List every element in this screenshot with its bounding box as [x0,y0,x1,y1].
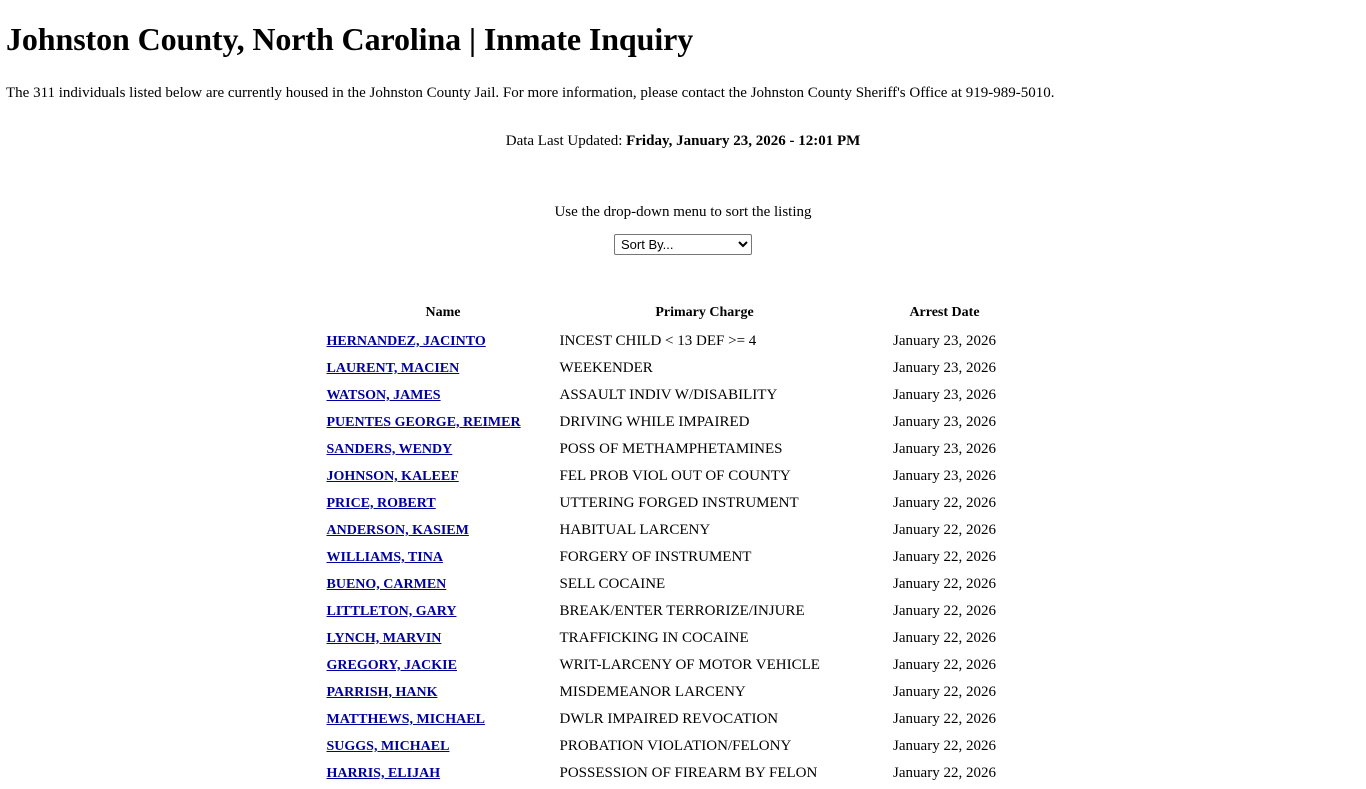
table-row [327,760,1040,787]
cell-inmate-name [327,409,560,436]
table-row [327,598,1040,625]
cell-inmate-name [327,679,560,706]
inmate-name-link[interactable]: SANDERS, WENDY [326,441,453,457]
cell-arrest-date: January 22, 2026 [893,522,996,539]
cell-inmate-name [327,571,560,598]
cell-primary-charge: FORGERY OF INSTRUMENT [559,549,752,566]
cell-inmate-name [327,490,560,517]
cell-arrest-date: January 22, 2026 [893,549,996,566]
sort-instructions: Use the drop-down menu to sort the listing [554,203,812,220]
inmate-name-link[interactable]: PRICE, ROBERT [326,495,436,511]
last-updated-label: Data Last Updated: [505,132,623,149]
table-body [327,328,1040,787]
inmate-name-link[interactable]: HERNANDEZ, JACINTO [326,333,486,349]
inmate-table [327,305,1040,787]
cell-inmate-name [327,625,560,652]
cell-inmate-name [327,355,560,382]
cell-inmate-name [327,706,560,733]
inmate-name-link[interactable]: PARRISH, HANK [326,684,438,700]
page-container [0,21,1366,787]
cell-primary-charge: POSS OF METHAMPHETAMINES [559,441,783,458]
inmate-name-link[interactable]: LYNCH, MARVIN [326,630,442,646]
inmate-name-link[interactable]: SUGGS, MICHAEL [326,738,450,754]
cell-primary-charge: BREAK/ENTER TERRORIZE/INJURE [559,603,805,620]
cell-arrest-date: January 23, 2026 [893,360,996,377]
table-row [327,571,1040,598]
column-header-charge: Primary Charge [655,304,754,320]
column-header-date: Arrest Date [909,304,980,320]
inmate-name-link[interactable]: HARRIS, ELIJAH [326,765,441,781]
table-row [327,409,1040,436]
last-updated-line [6,132,1360,150]
inmate-name-link[interactable]: LITTLETON, GARY [326,603,457,619]
table-row [327,382,1040,409]
sort-by-select[interactable] [614,234,752,255]
table-row [327,490,1040,517]
inmate-name-link[interactable]: JOHNSON, KALEEF [326,468,459,484]
cell-inmate-name [327,382,560,409]
cell-primary-charge: UTTERING FORGED INSTRUMENT [559,495,799,512]
cell-primary-charge: INCEST CHILD < 13 DEF >= 4 [559,333,757,350]
inmate-name-link[interactable]: BUENO, CARMEN [326,576,447,592]
cell-inmate-name [327,328,560,355]
table-row [327,679,1040,706]
page-title: Johnston County, North Carolina | Inmate Inquiry [6,21,694,57]
table-row [327,625,1040,652]
table-row [327,355,1040,382]
table-row [327,544,1040,571]
cell-inmate-name [327,544,560,571]
cell-primary-charge: WRIT-LARCENY OF MOTOR VEHICLE [559,657,820,674]
cell-arrest-date: January 22, 2026 [893,711,996,728]
table-header [327,305,1040,328]
inmate-name-link[interactable]: WILLIAMS, TINA [326,549,443,565]
table-row [327,328,1040,355]
inmate-name-link[interactable]: MATTHEWS, MICHAEL [326,711,485,727]
table-row [327,517,1040,544]
intro-paragraph: The 311 individuals listed below are currently housed in the Johnston County Jail. For more information, please contact the Johnston County Sheriff's Office at 919-989-5010. [6,84,1055,101]
inmate-name-link[interactable]: LAURENT, MACIEN [326,360,460,376]
last-updated-value: Friday, January 23, 2026 - 12:01 PM [626,132,861,149]
cell-arrest-date: January 22, 2026 [893,765,996,782]
cell-inmate-name [327,733,560,760]
cell-primary-charge: MISDEMEANOR LARCENY [559,684,746,701]
cell-primary-charge: POSSESSION OF FIREARM BY FELON [559,765,818,782]
cell-primary-charge: ASSAULT INDIV W/DISABILITY [559,387,778,404]
table-row [327,436,1040,463]
inmate-name-link[interactable]: WATSON, JAMES [326,387,441,403]
cell-arrest-date: January 23, 2026 [893,333,996,350]
table-header-row [327,305,1040,328]
cell-primary-charge: DRIVING WHILE IMPAIRED [559,414,750,431]
cell-arrest-date: January 22, 2026 [893,738,996,755]
cell-primary-charge: FEL PROB VIOL OUT OF COUNTY [559,468,791,485]
cell-inmate-name [327,760,560,787]
cell-arrest-date: January 22, 2026 [893,657,996,674]
inmate-name-link[interactable]: PUENTES GEORGE, REIMER [326,414,521,430]
cell-arrest-date: January 22, 2026 [893,684,996,701]
cell-arrest-date: January 23, 2026 [893,387,996,404]
cell-inmate-name [327,436,560,463]
cell-inmate-name [327,463,560,490]
cell-arrest-date: January 23, 2026 [893,468,996,485]
cell-arrest-date: January 22, 2026 [893,576,996,593]
column-header-name: Name [425,304,461,320]
cell-arrest-date: January 22, 2026 [893,603,996,620]
inmate-name-link[interactable]: GREGORY, JACKIE [326,657,457,673]
cell-arrest-date: January 23, 2026 [893,414,996,431]
cell-inmate-name [327,652,560,679]
cell-inmate-name [327,598,560,625]
table-row [327,706,1040,733]
cell-inmate-name [327,517,560,544]
cell-primary-charge: WEEKENDER [559,360,653,377]
cell-arrest-date: January 22, 2026 [893,495,996,512]
cell-primary-charge: PROBATION VIOLATION/FELONY [559,738,792,755]
cell-primary-charge: TRAFFICKING IN COCAINE [559,630,749,647]
table-row [327,463,1040,490]
cell-primary-charge: DWLR IMPAIRED REVOCATION [559,711,779,728]
cell-primary-charge: SELL COCAINE [559,576,666,593]
table-row [327,652,1040,679]
sort-control-wrapper [6,234,1360,255]
cell-arrest-date: January 23, 2026 [893,441,996,458]
table-row [327,733,1040,760]
inmate-name-link[interactable]: ANDERSON, KASIEM [326,522,469,538]
cell-primary-charge: HABITUAL LARCENY [559,522,711,539]
cell-arrest-date: January 22, 2026 [893,630,996,647]
